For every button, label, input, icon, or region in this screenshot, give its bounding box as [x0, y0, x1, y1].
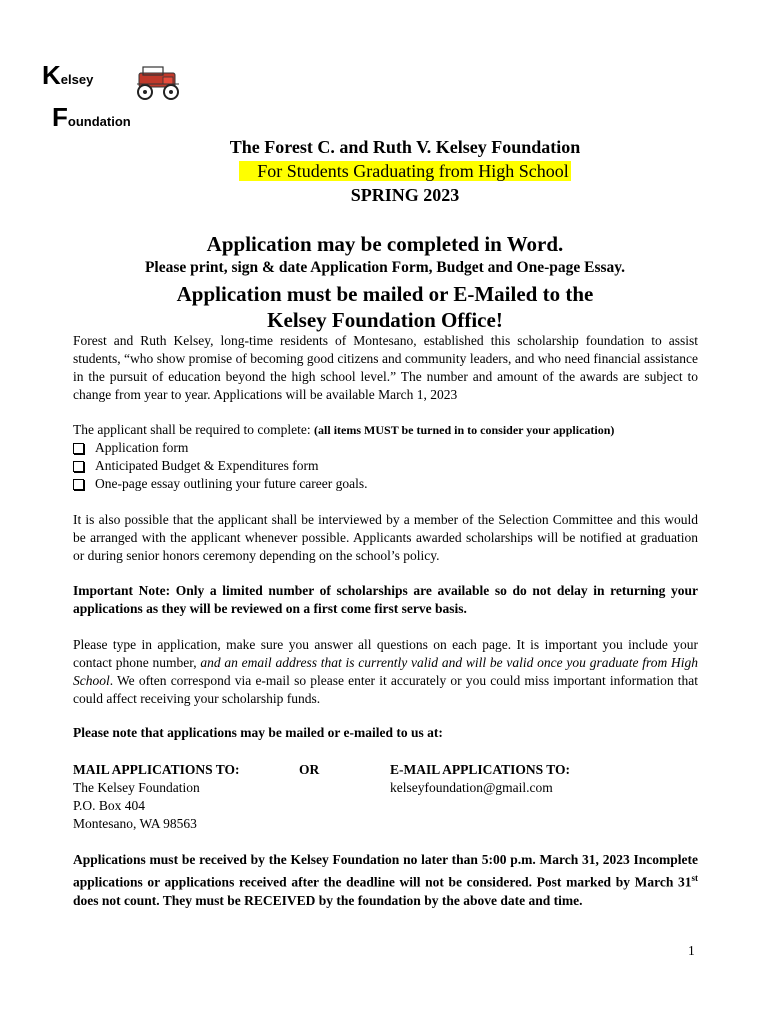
mail-address-line: Montesano, WA 98563: [73, 816, 197, 831]
checkbox-icon: [73, 479, 84, 490]
checkbox-icon: [73, 461, 84, 472]
antique-car-icon: [133, 64, 183, 102]
foundation-title: The Forest C. and Ruth V. Kelsey Foundation: [229, 137, 581, 157]
list-item: Application form: [73, 439, 368, 457]
intro-paragraph: Forest and Ruth Kelsey, long-time residents of Montesano, established this scholarship foundation to assist students, “who show promise of becoming good citizens and community leaders, and who need financial assistance in the pursuit of education beyond the high school level.” The number and amount of the awards are subject to change from year to year. Applications will be available March 1, 2023: [73, 333, 698, 402]
interview-paragraph: It is also possible that the applicant shall be interviewed by a member of the Selection Committee and this would be arranged with the applicant whenever possible. Applicants awarded scholarships will be notified at graduation or during senior honors ceremony depending on the school’s policy.: [73, 512, 698, 563]
mail-notice-heading-line2: Kelsey Foundation Office!: [267, 308, 503, 332]
email-validity-note: and an email address that is currently valid and will be valid once you graduate from High School: [73, 655, 698, 688]
deadline-paragraph: Applications must be received by the Kelsey Foundation no later than 5:00 p.m. March 31, 2023 Incomplete applications or applications received after the deadline will not be considered. Post marked by March 31st does not count. They must be RECEIVED by the foundation by the above date and time.: [73, 852, 698, 908]
kelsey-foundation-logo: [42, 58, 192, 138]
list-item: One-page essay outlining your future career goals.: [73, 475, 368, 493]
email-heading: E-MAIL APPLICATIONS TO:: [390, 762, 571, 777]
list-item: Anticipated Budget & Expenditures form: [73, 457, 368, 475]
checkbox-icon: [73, 443, 84, 454]
print-sign-notice: Please print, sign & date Application Form, Budget and One-page Essay.: [144, 259, 626, 276]
audience-subtitle: [0, 161, 770, 182]
highlighted-subtitle: For Students Graduating from High School: [239, 161, 570, 181]
requirements-lead: [73, 421, 698, 439]
word-notice-heading: Application may be completed in Word.: [206, 232, 564, 256]
logo-line-foundation: Foundation: [52, 102, 131, 132]
or-separator: OR: [299, 762, 320, 777]
logo-line-kelsey: Kelsey: [42, 60, 94, 90]
mail-address-line: P.O. Box 404: [73, 798, 146, 813]
term-label: SPRING 2023: [350, 185, 460, 205]
mail-notice-heading-line1: Application must be mailed or E-Mailed to the: [176, 282, 594, 306]
requirements-note: (all items MUST be turned in to consider your application): [314, 423, 615, 437]
mail-address-line: The Kelsey Foundation: [73, 780, 200, 795]
type-instructions-paragraph: Please type in application, make sure you answer all questions on each page. It is important you include your contact phone number, and an email address that is currently valid and will be valid once you graduate from High School. We often correspond via e-mail so please enter it accurately or you could miss important information that could affect receiving your scholarship funds.: [73, 637, 698, 706]
mail-heading: MAIL APPLICATIONS TO:: [73, 762, 240, 777]
email-address[interactable]: kelseyfoundation@gmail.com: [390, 780, 553, 795]
email-address-block: [390, 761, 570, 797]
requirements-checklist: [73, 439, 368, 493]
mail-address-block: [73, 761, 240, 833]
page-number: 1: [688, 943, 695, 958]
requirements-lead-text: The applicant shall be required to complete:: [73, 422, 311, 437]
mailing-note: Please note that applications may be mailed or e-mailed to us at:: [73, 725, 443, 740]
important-note-paragraph: Important Note: Only a limited number of scholarships are available so do not delay in returning your applications as they will be reviewed on a first come first serve basis.: [73, 583, 698, 616]
